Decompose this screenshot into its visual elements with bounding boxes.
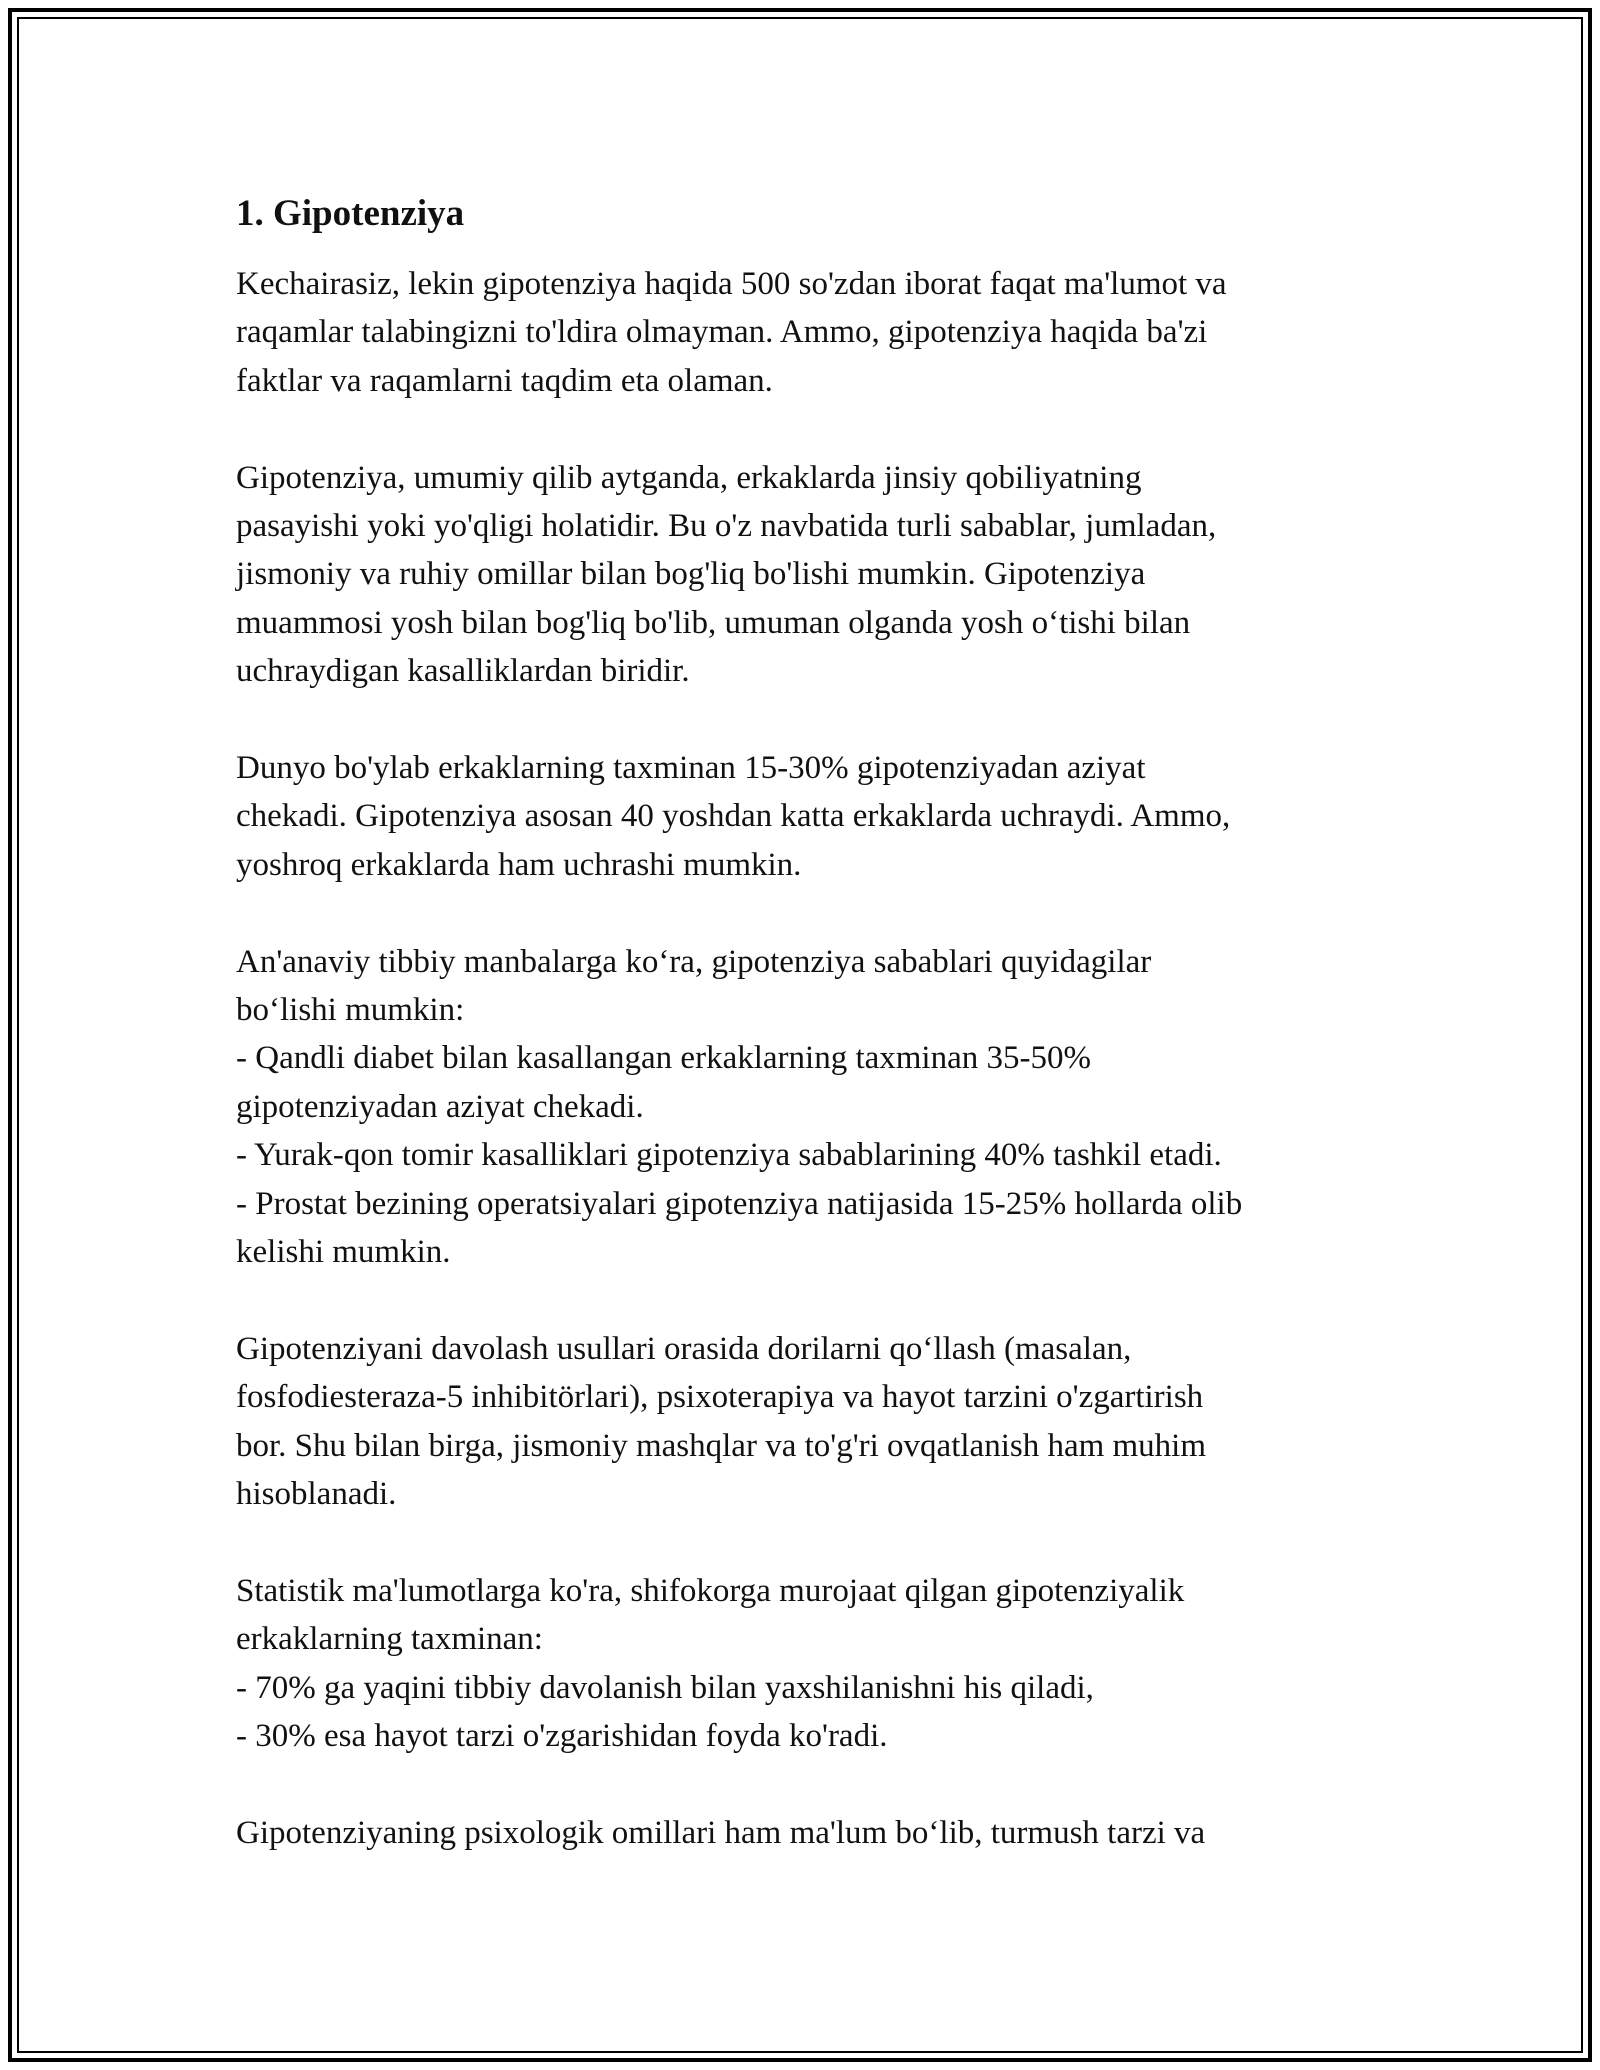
paragraph	[236, 744, 1366, 889]
text-line: kelishi mumkin.	[236, 1234, 451, 1271]
text-line: bor. Shu bilan birga, jismoniy mashqlar va to'g'ri ovqatlanish ham muhim	[236, 1427, 1207, 1464]
text-line: Dunyo bo'ylab erkaklarning taxminan 15-30% gipotenziyadan aziyat	[236, 750, 1146, 787]
text-line: - 30% esa hayot tarzi o'zgarishidan foyda ko'radi.	[236, 1718, 888, 1755]
text-line: uchraydigan kasalliklardan biridir.	[236, 653, 690, 690]
paragraph	[236, 1325, 1366, 1519]
text-line: pasayishi yoki yo'qligi holatidir. Bu o'z navbatida turli sabablar, jumladan,	[236, 508, 1217, 545]
text-line: chekadi. Gipotenziya asosan 40 yoshdan katta erkaklarda uchraydi. Ammo,	[236, 798, 1231, 835]
text-line: yoshroq erkaklarda ham uchrashi mumkin.	[236, 846, 802, 883]
text-line: erkaklarning taxminan:	[236, 1621, 543, 1658]
paragraph	[236, 260, 1366, 405]
text-line: Statistik ma'lumotlarga ko'ra, shifokorga murojaat qilgan gipotenziyalik	[236, 1572, 1185, 1609]
paragraph	[236, 1567, 1366, 1761]
text-line: - 70% ga yaqini tibbiy davolanish bilan yaxshilanishni his qiladi,	[236, 1669, 1094, 1706]
text-line: raqamlar talabingizni to'ldira olmayman. Ammo, gipotenziya haqida ba'zi	[236, 314, 1208, 351]
text-line: An'anaviy tibbiy manbalarga ko‘ra, gipotenziya sabablari quyidagilar	[236, 943, 1152, 980]
document-title: 1. Gipotenziya	[236, 193, 465, 234]
text-line: Gipotenziya, umumiy qilib aytganda, erkaklarda jinsiy qobiliyatning	[236, 459, 1142, 496]
text-line: bo‘lishi mumkin:	[236, 992, 465, 1029]
paragraph	[236, 454, 1366, 696]
text-line: muammosi yosh bilan bog'liq bo'lib, umuman olganda yosh o‘tishi bilan	[236, 604, 1191, 641]
paragraph	[236, 938, 1366, 1277]
text-line: hisoblanadi.	[236, 1476, 397, 1513]
paragraph	[236, 1809, 1366, 1857]
text-line: gipotenziyadan aziyat chekadi.	[236, 1088, 644, 1125]
text-line: - Prostat bezining operatsiyalari gipotenziya natijasida 15-25% hollarda olib	[236, 1185, 1243, 1222]
text-line: faktlar va raqamlarni taqdim eta olaman.	[236, 362, 773, 399]
text-line: Kechairasiz, lekin gipotenziya haqida 500 so'zdan iborat faqat ma'lumot va	[236, 266, 1227, 302]
document-body	[236, 190, 1366, 1906]
text-line: fosfodiesteraza-5 inhibitörlari), psixoterapiya va hayot tarzini o'zgartirish	[236, 1379, 1204, 1416]
text-line: Gipotenziyaning psixologik omillari ham ma'lum bo‘lib, turmush tarzi va	[236, 1814, 1206, 1851]
text-line: Gipotenziyani davolash usullari orasida dorilarni qo‘llash (masalan,	[236, 1330, 1132, 1367]
paragraph-list	[236, 260, 1366, 1857]
text-line: - Qandli diabet bilan kasallangan erkaklarning taxminan 35-50%	[236, 1040, 1091, 1077]
text-line: - Yurak-qon tomir kasalliklari gipotenziya sabablarining 40% tashkil etadi.	[236, 1137, 1222, 1174]
text-line: jismoniy va ruhiy omillar bilan bog'liq bo'lishi mumkin. Gipotenziya	[236, 556, 1146, 593]
